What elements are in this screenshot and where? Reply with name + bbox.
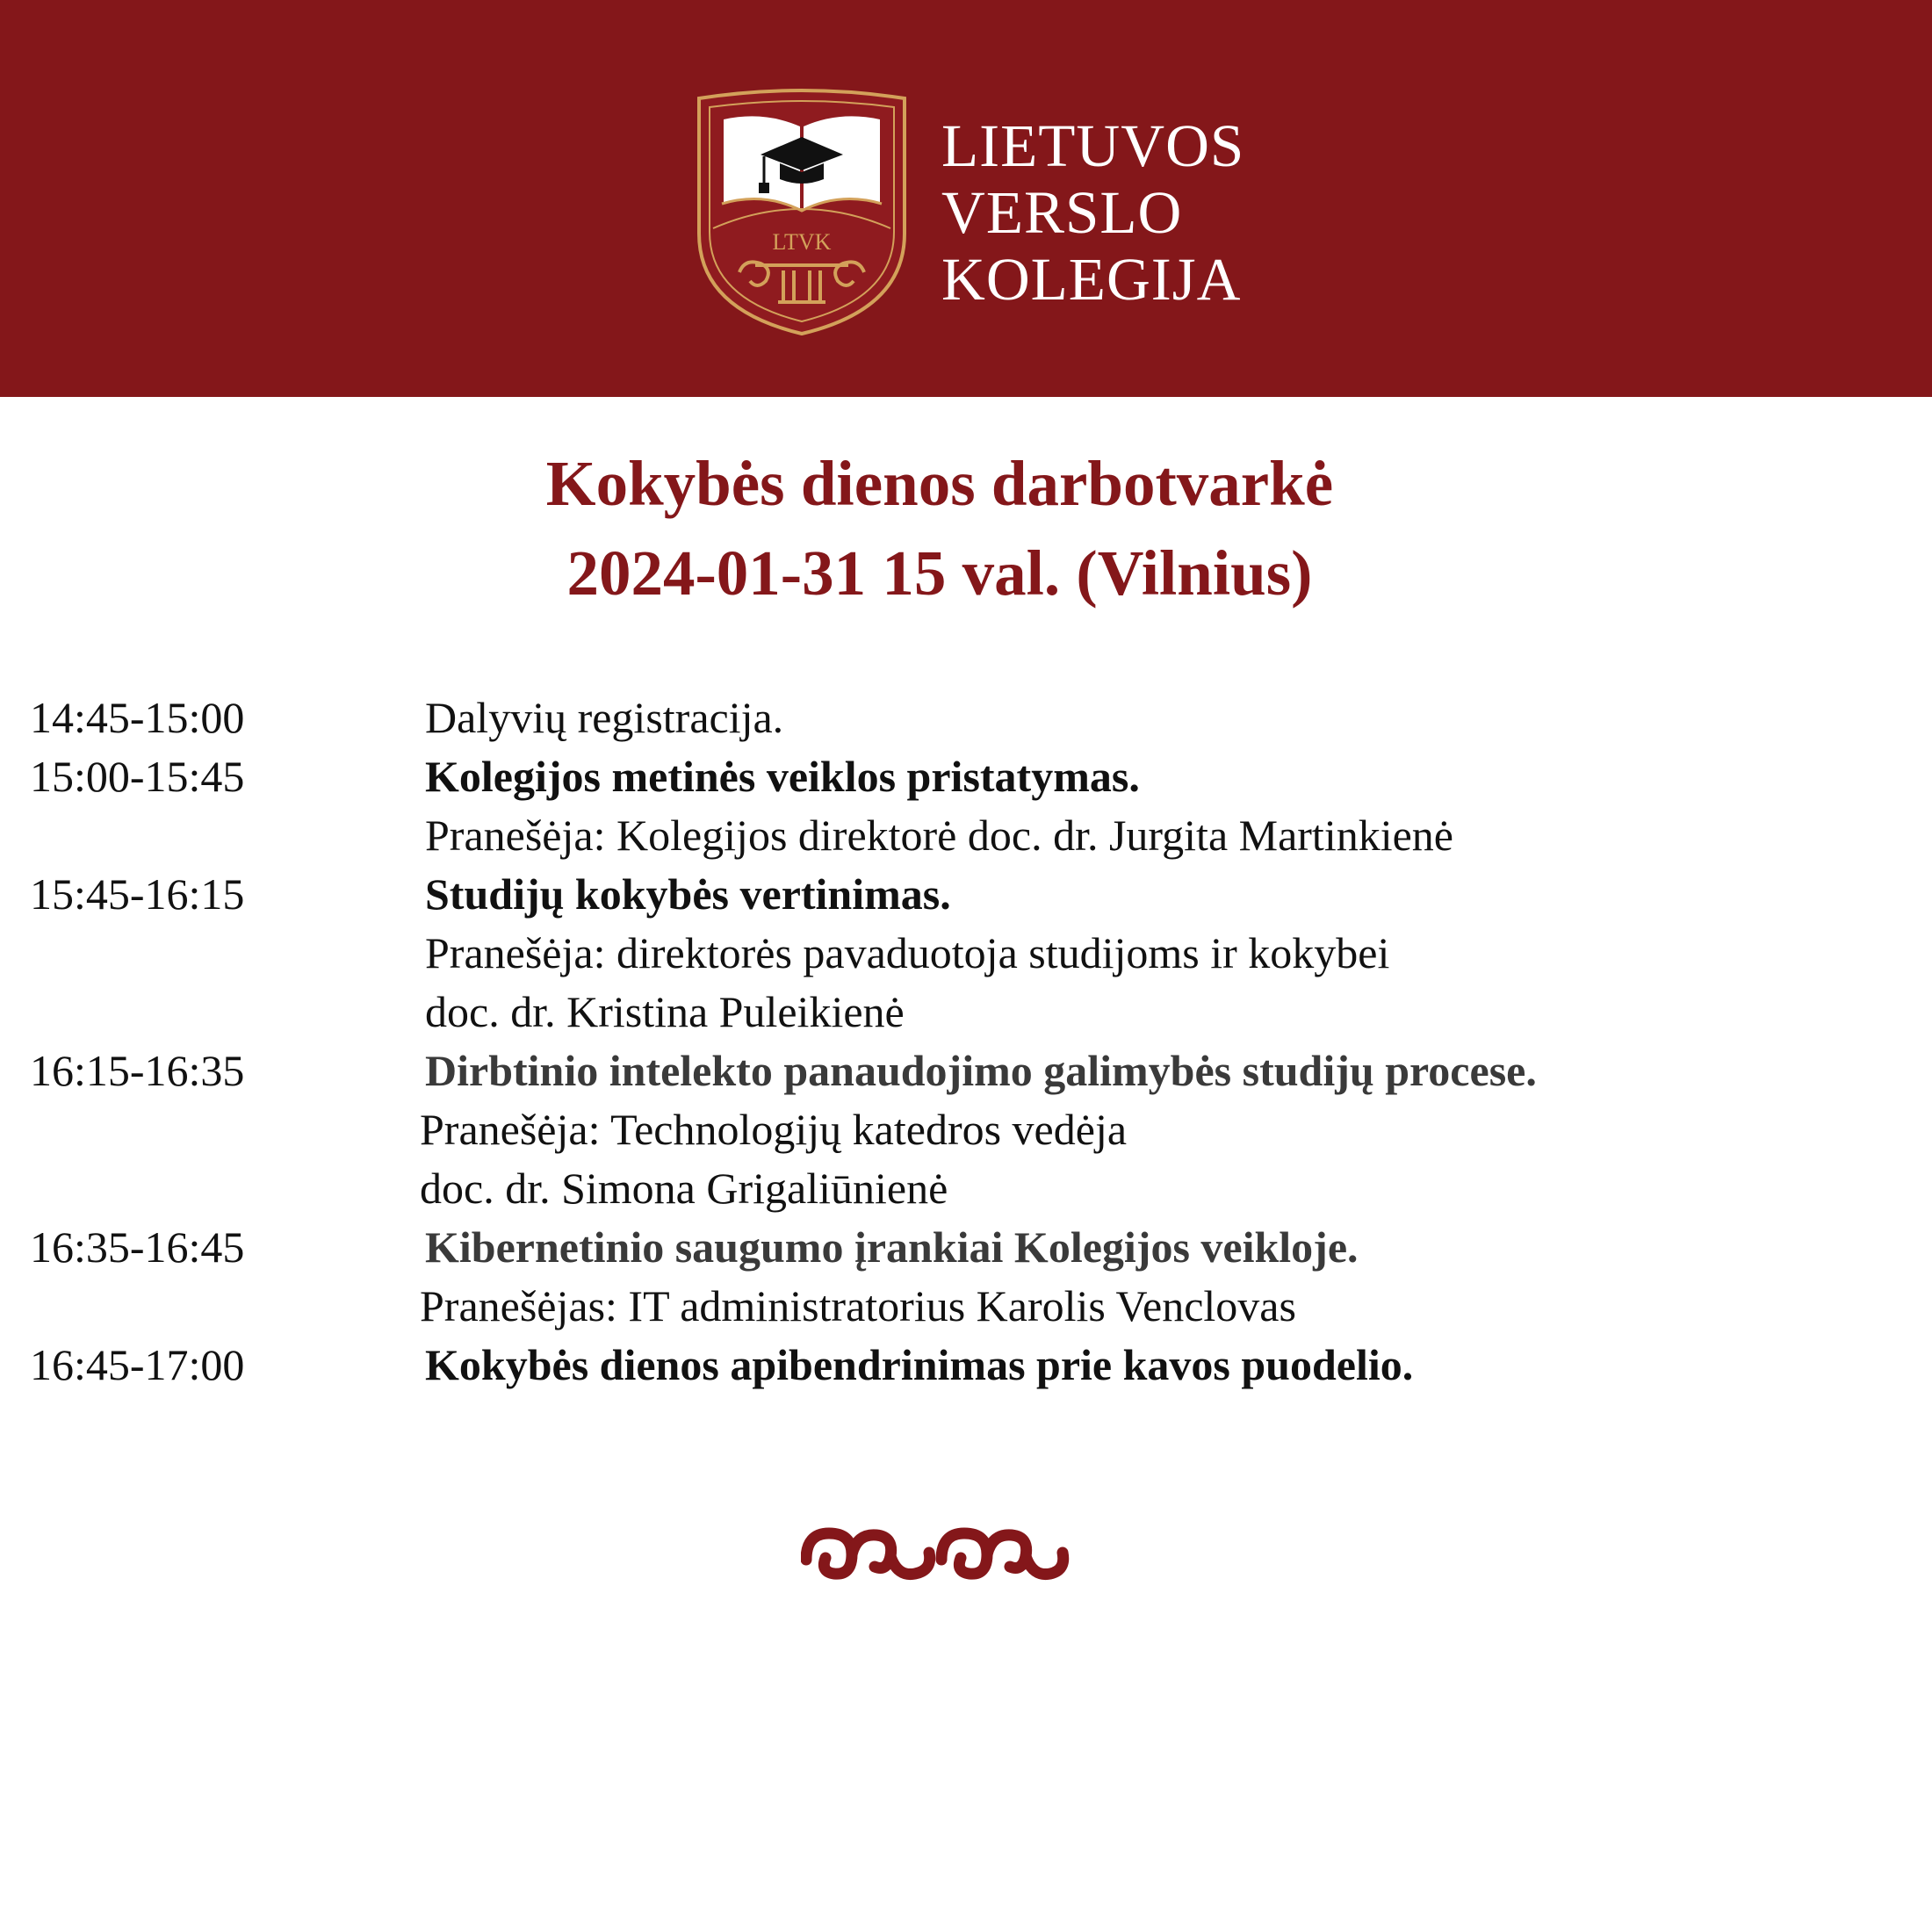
- header-banner: [0, 0, 1932, 397]
- agenda-text: Dalyvių registracija.: [425, 693, 784, 742]
- agenda-item-2: [30, 747, 1909, 865]
- college-name-line-3: KOLEGIJA: [941, 246, 1242, 313]
- page-title: [0, 439, 1879, 618]
- agenda-item-4: [30, 1042, 1909, 1218]
- agenda-speaker-name: doc. dr. Kristina Puleikienė: [425, 987, 905, 1036]
- agenda-topic: Kokybės dienos apibendrinimas prie kavos puodelio.: [425, 1340, 1414, 1389]
- agenda-topic: Dirbtinio intelekto panaudojimo galimybės studijų procese.: [425, 1046, 1537, 1095]
- agenda-topic: Kibernetinio saugumo įrankiai Kolegijos veikloje.: [425, 1222, 1359, 1272]
- agenda-speaker: Pranešėja: Kolegijos direktorė doc. dr. Jurgita Martinkienė: [425, 811, 1453, 860]
- college-name-line-1: LIETUVOS: [941, 112, 1245, 179]
- agenda-topic: Studijų kokybės vertinimas.: [425, 869, 951, 919]
- decorative-swirl-icon: [801, 1523, 1070, 1582]
- agenda-time: 15:00-15:45: [30, 752, 245, 801]
- agenda-speaker: Pranešėja: direktorės pavaduotoja studijoms ir kokybei: [425, 928, 1390, 977]
- agenda-speaker: Pranešėja: Technologijų katedros vedėja: [420, 1105, 1128, 1154]
- college-crest-icon: [694, 86, 910, 337]
- agenda-item-1: [30, 688, 1909, 747]
- crest-initials: LTVK: [772, 229, 832, 255]
- agenda-topic: Kolegijos metinės veiklos pristatymas.: [425, 752, 1140, 801]
- agenda-item-3: [30, 865, 1909, 1042]
- title-line-2: 2024-01-31 15 val. (Vilnius): [566, 537, 1313, 609]
- agenda-time: 15:45-16:15: [30, 869, 245, 919]
- agenda-item-5: [30, 1218, 1909, 1336]
- agenda-speaker: Pranešėjas: IT administratorius Karolis Venclovas: [420, 1281, 1296, 1330]
- college-name: [941, 112, 1244, 313]
- agenda-time: 16:45-17:00: [30, 1340, 245, 1389]
- agenda-time: 16:15-16:35: [30, 1046, 245, 1095]
- college-name-line-2: VERSLO: [941, 179, 1183, 246]
- agenda-time: 16:35-16:45: [30, 1222, 245, 1272]
- agenda-time: 14:45-15:00: [30, 693, 245, 742]
- agenda-item-6: [30, 1336, 1909, 1395]
- title-line-1: Kokybės dienos darbotvarkė: [545, 448, 1334, 519]
- agenda-list: [30, 688, 1909, 1395]
- agenda-speaker-name: doc. dr. Simona Grigaliūnienė: [420, 1164, 948, 1213]
